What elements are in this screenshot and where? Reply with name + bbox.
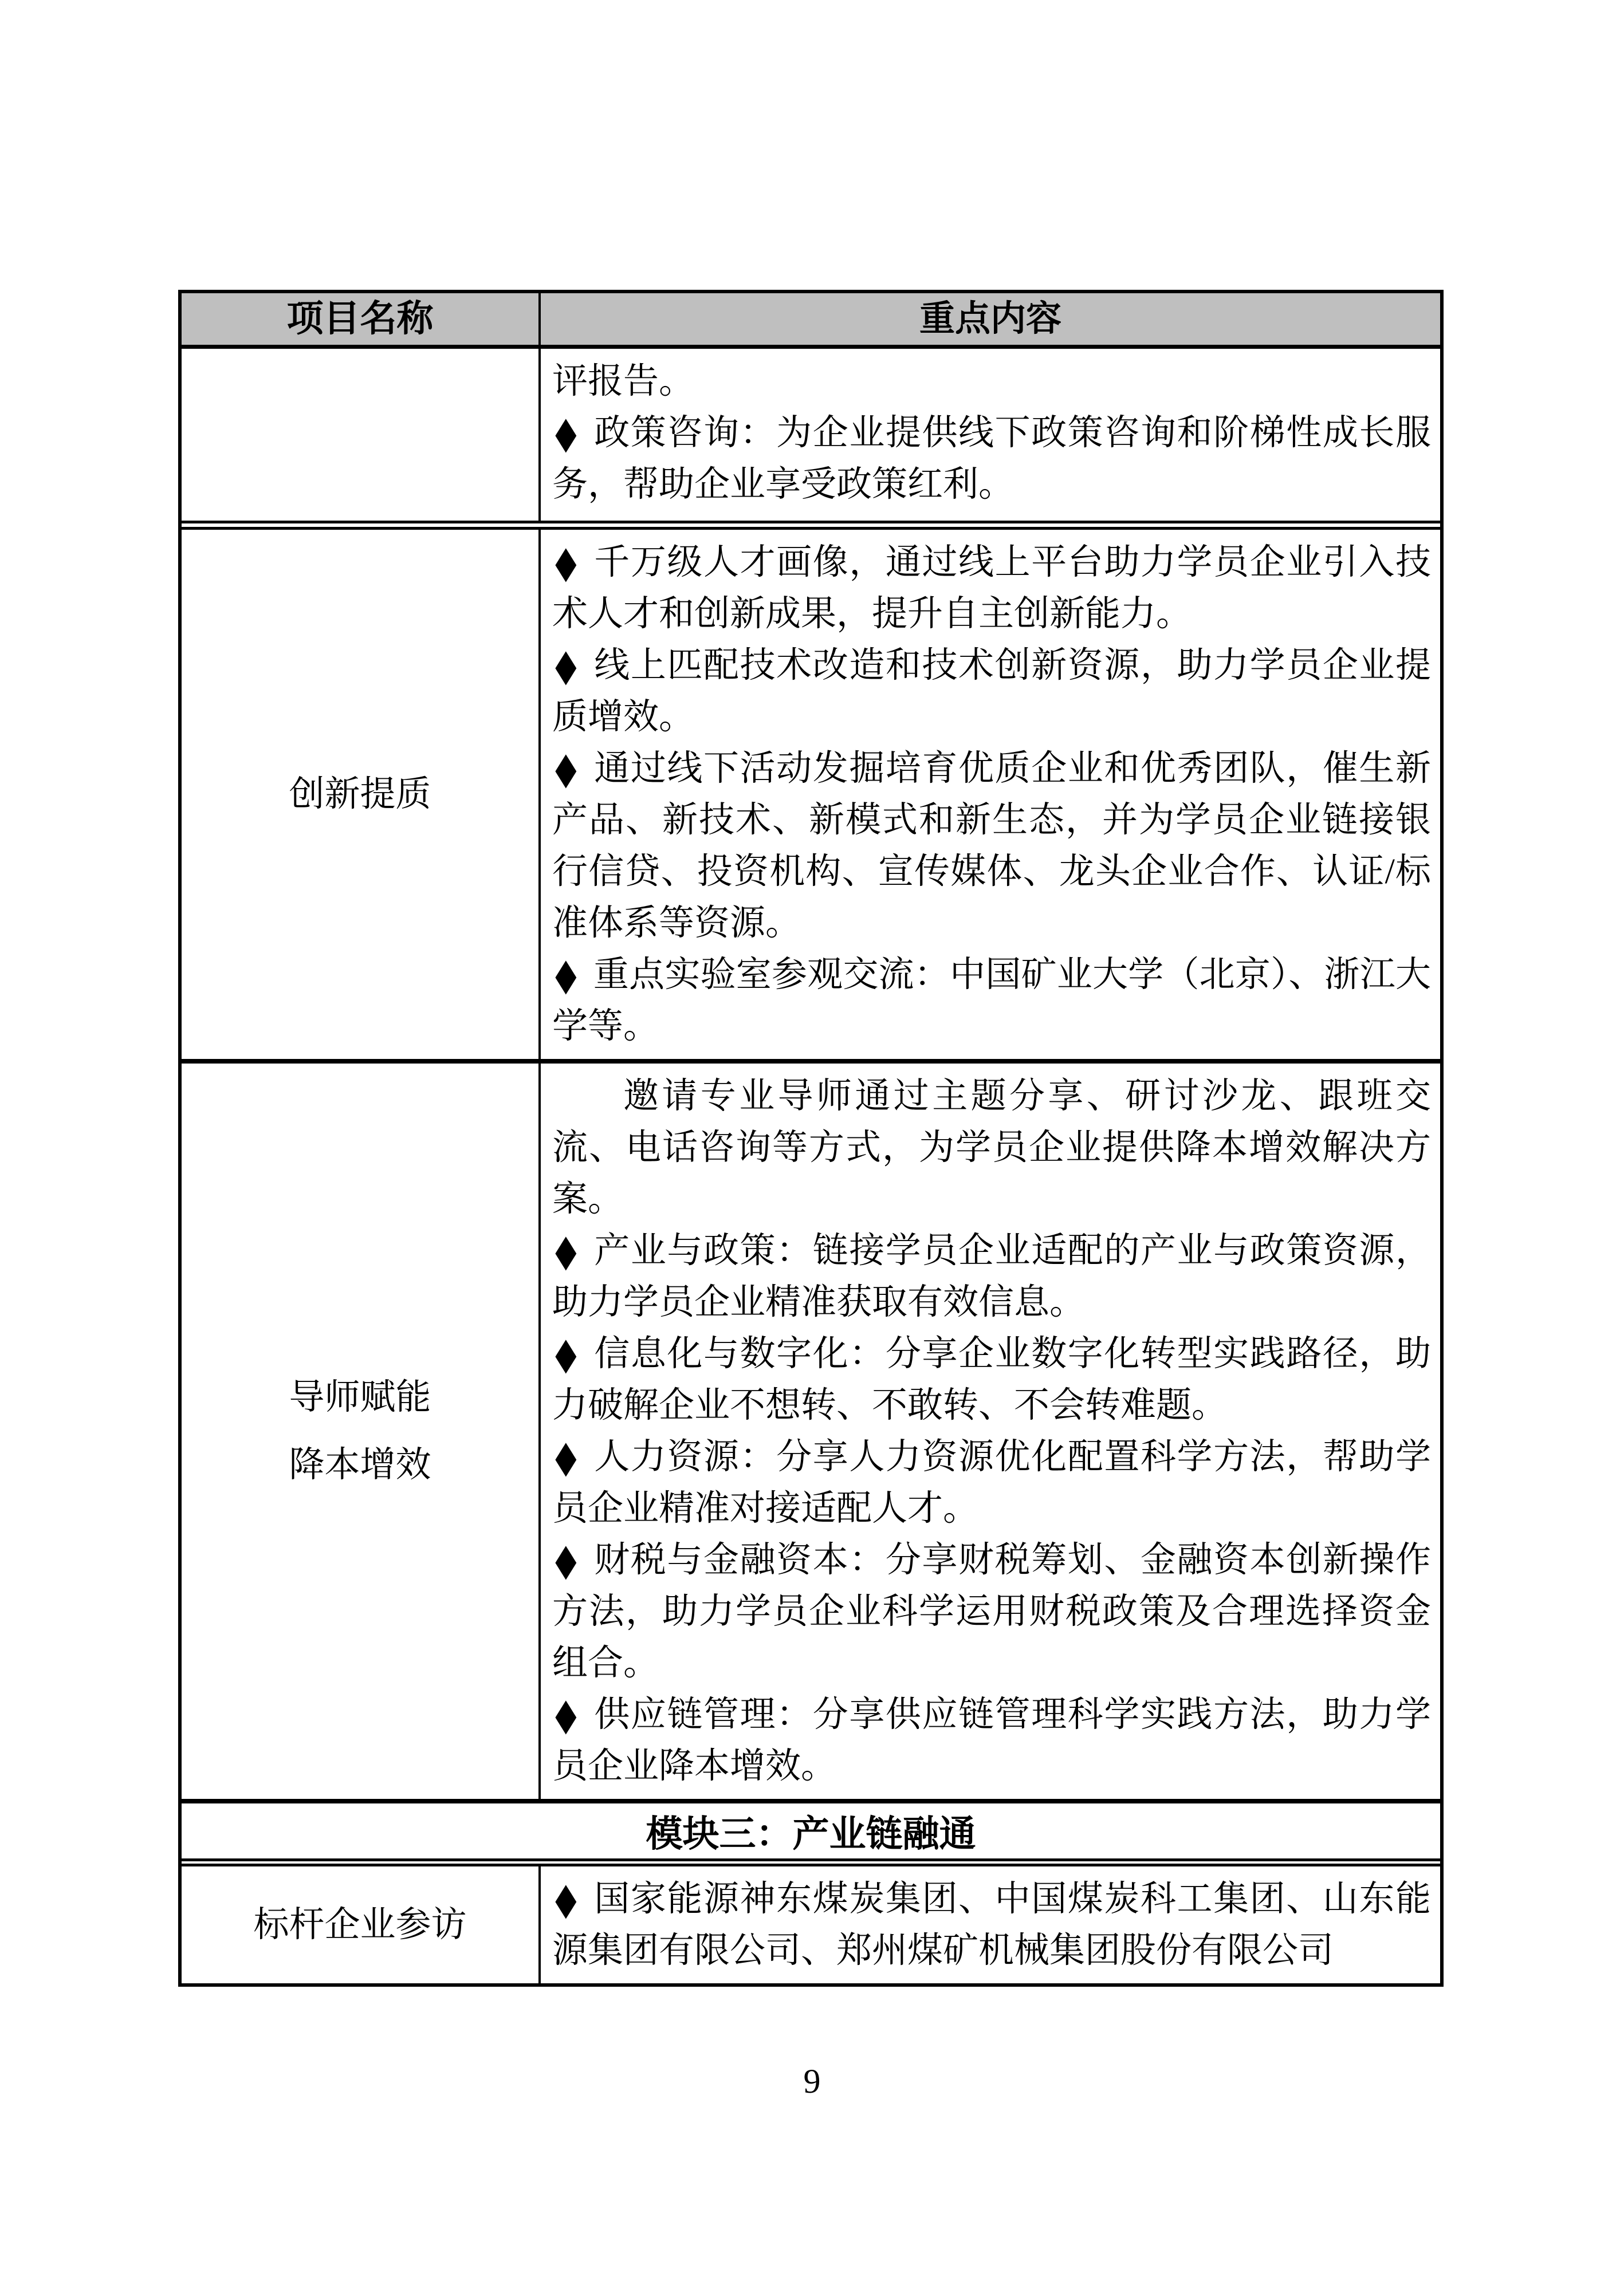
paragraph-text: 邀请专业导师通过主题分享、研讨沙龙、跟班交流、电话咨询等方式，为学员企业提供降本增效解决方案。 bbox=[552, 1077, 1431, 1219]
table-row bbox=[182, 349, 1440, 521]
diamond-bullet-icon: ◆ bbox=[555, 1432, 577, 1482]
paragraph-text: 线上匹配技术改造和技术创新资源，助力学员企业提质增效。 bbox=[552, 646, 1431, 737]
paragraph-text: 政策咨询：为企业提供线下政策咨询和阶梯性成长服务，帮助企业享受政策红利。 bbox=[552, 413, 1431, 504]
diamond-bullet-icon: ◆ bbox=[555, 408, 577, 458]
paragraph-text: 人力资源：分享人力资源优化配置科学方法，帮助学员企业精准对接适配人才。 bbox=[552, 1438, 1431, 1528]
diamond-bullet-icon: ◆ bbox=[555, 950, 577, 999]
content-paragraph bbox=[552, 743, 1431, 949]
row-label-line: 导师赋能 bbox=[289, 1378, 431, 1417]
row-label: 标杆企业参访 bbox=[253, 1905, 467, 1944]
paragraph-text: 国家能源神东煤炭集团、中国煤炭科工集团、山东能源集团有限公司、郑州煤矿机械集团股份有限公司 bbox=[552, 1880, 1431, 1970]
table-row bbox=[182, 1858, 1440, 1983]
row-content-cell bbox=[541, 1064, 1440, 1799]
content-paragraph bbox=[552, 407, 1431, 510]
row-label-cell bbox=[182, 1064, 541, 1799]
header-cell-key-content bbox=[541, 293, 1440, 345]
diamond-bullet-icon: ◆ bbox=[555, 1690, 577, 1739]
paragraph-text: 财税与金融资本：分享财税筹划、金融资本创新操作方法，助力学员企业科学运用财税政策及合理选择资金组合。 bbox=[552, 1541, 1431, 1683]
diamond-bullet-icon: ◆ bbox=[555, 1329, 577, 1379]
row-content-cell bbox=[541, 349, 1440, 521]
project-content-table bbox=[178, 290, 1444, 1987]
content-paragraph bbox=[552, 1534, 1431, 1689]
paragraph-text: 供应链管理：分享供应链管理科学实践方法，助力学员企业降本增效。 bbox=[552, 1695, 1431, 1786]
page-number: 9 bbox=[803, 2062, 821, 2100]
header-key-content-label: 重点内容 bbox=[919, 300, 1061, 338]
diamond-bullet-icon: ◆ bbox=[555, 538, 577, 587]
content-paragraph bbox=[552, 1225, 1431, 1328]
content-paragraph bbox=[552, 1689, 1431, 1792]
paragraph-text: 千万级人才画像，通过线上平台助力学员企业引入技术人才和创新成果，提升自主创新能力。 bbox=[552, 543, 1431, 633]
section-row bbox=[182, 1799, 1440, 1858]
row-label: 创新提质 bbox=[289, 775, 431, 814]
paragraph-text: 信息化与数字化：分享企业数字化转型实践路径，助力破解企业不想转、不敢转、不会转难题。 bbox=[552, 1334, 1431, 1425]
diamond-bullet-icon: ◆ bbox=[555, 744, 577, 793]
paragraph-text: 通过线下活动发掘培育优质企业和优秀团队，催生新产品、新技术、新模式和新生态，并为学员企业链接银行信贷、投资机构、宣传媒体、龙头企业合作、认证/标准体系等资源。 bbox=[552, 749, 1431, 943]
content-paragraph bbox=[552, 949, 1431, 1052]
diamond-bullet-icon: ◆ bbox=[555, 641, 577, 690]
paragraph-text: 评报告。 bbox=[552, 362, 695, 401]
section-title: 模块三：产业链融通 bbox=[646, 1814, 976, 1854]
paragraph-text: 重点实验室参观交流：中国矿业大学（北京）、浙江大学等。 bbox=[552, 955, 1431, 1046]
row-label-cell bbox=[182, 349, 541, 521]
paragraph-text: 产业与政策：链接学员企业适配的产业与政策资源，助力学员企业精准获取有效信息。 bbox=[552, 1231, 1431, 1322]
table-row bbox=[182, 521, 1440, 1059]
content-paragraph bbox=[552, 356, 1431, 407]
table-header-row bbox=[182, 293, 1440, 349]
row-label-cell bbox=[182, 530, 541, 1059]
content-paragraph bbox=[552, 1431, 1431, 1534]
row-label-line: 降本增效 bbox=[289, 1446, 431, 1484]
content-paragraph bbox=[552, 1070, 1431, 1225]
content-paragraph bbox=[552, 537, 1431, 640]
diamond-bullet-icon: ◆ bbox=[555, 1226, 577, 1275]
header-project-name-label: 项目名称 bbox=[286, 298, 434, 339]
row-content-cell bbox=[541, 1866, 1440, 1983]
content-paragraph bbox=[552, 640, 1431, 743]
content-paragraph bbox=[552, 1328, 1431, 1431]
header-cell-project-name bbox=[182, 293, 541, 345]
diamond-bullet-icon: ◆ bbox=[555, 1535, 577, 1585]
table-row bbox=[182, 1059, 1440, 1799]
diamond-bullet-icon: ◆ bbox=[555, 1874, 577, 1924]
content-paragraph bbox=[552, 1873, 1431, 1976]
row-label-cell bbox=[182, 1866, 541, 1983]
row-content-cell bbox=[541, 530, 1440, 1059]
